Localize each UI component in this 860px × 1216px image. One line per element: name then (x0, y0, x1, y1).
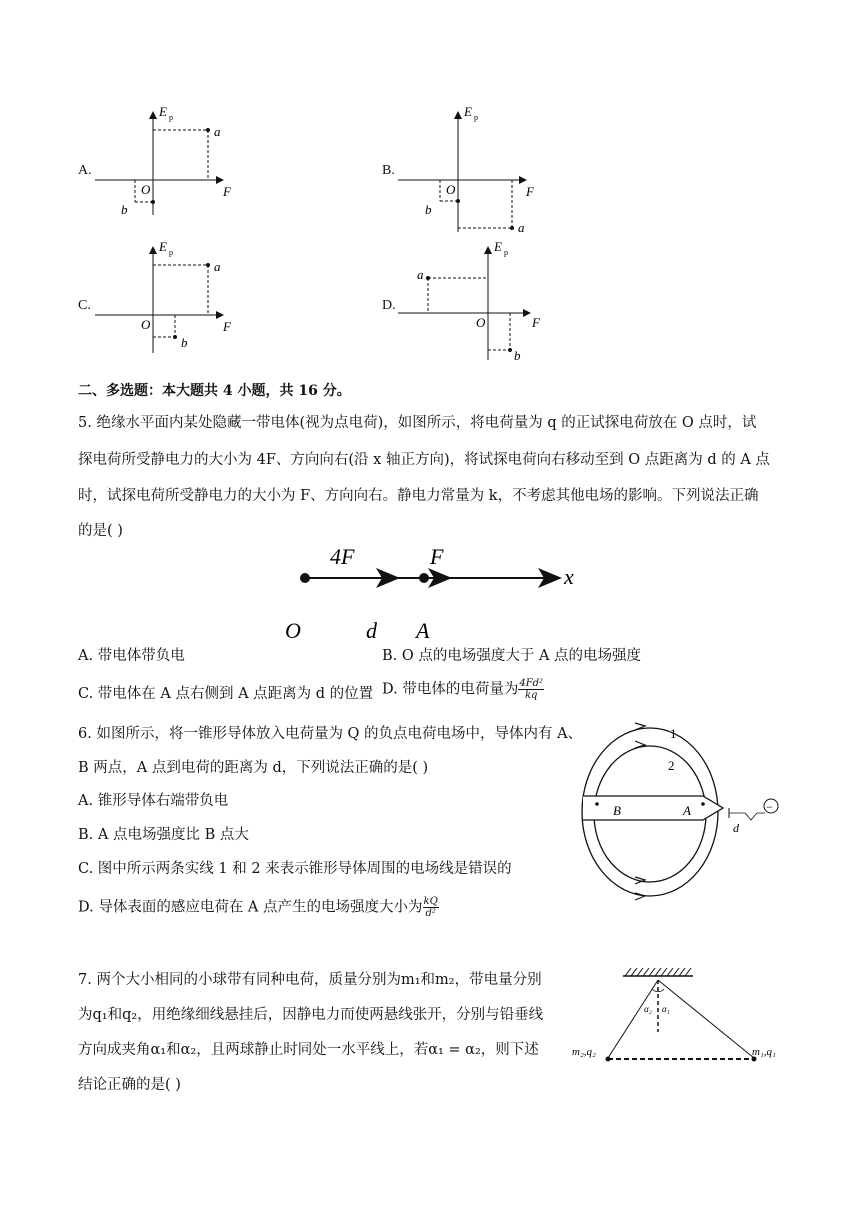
point-b-label: B (613, 803, 621, 818)
q6-text-line: 6. 如图所示，将一锥形导体放入电荷量为 Q 的负点电荷电场中，导体内有 A、 (78, 726, 583, 742)
point-b-label: b (514, 348, 521, 363)
force-o-label: 4F (330, 544, 355, 569)
option-label: A. (78, 163, 92, 178)
q5-option-c[interactable]: C. 带电体在 A 点右侧到 A 点距离为 d 的位置 (78, 686, 374, 702)
point-b-label: b (181, 335, 188, 350)
point-a-label: a (417, 267, 424, 282)
axis-y-label: E (159, 104, 167, 119)
axis-x-label: F (526, 184, 534, 199)
q7-figure (568, 962, 790, 1072)
axis-y-sub: p (169, 248, 173, 257)
field-line-1-label: 1 (670, 726, 677, 741)
angle-alpha2-label: α₂ (644, 1004, 652, 1014)
option-label: C. (78, 298, 91, 313)
q6-option-d[interactable] (78, 896, 439, 919)
fraction (423, 896, 439, 919)
origin-label: O (141, 182, 151, 197)
axis-x-label: x (564, 564, 574, 589)
axis-y-sub: p (474, 113, 478, 122)
fraction-denominator: kq (524, 690, 538, 701)
fraction-numerator: 4Fd² (519, 678, 544, 689)
q5-figure (280, 538, 600, 648)
q5-text-line: 的是( ) (78, 523, 123, 539)
distance-d-label: d (366, 618, 377, 643)
angle-alpha1-label: α₁ (662, 1004, 670, 1014)
point-a-label: a (214, 124, 221, 139)
q5-text-line: 时，试探电荷所受静电力的大小为 F、方向向右。静电力常量为 k，不考虑其他电场的影响。下列说法正确 (78, 488, 759, 504)
force-a-label: F (430, 544, 444, 569)
q6-figure (575, 722, 785, 912)
ep-f-graph (398, 235, 553, 365)
q7-text-line: 7. 两个大小相同的小球带有同种电荷，质量分别为m₁和m₂，带电量分别 (78, 972, 542, 988)
q5-text-line: 5. 绝缘水平面内某处隐藏一带电体(视为点电荷)，如图所示，将电荷量为 q 的正试探电荷放在 O 点时，试 (78, 415, 757, 431)
q7-text-line: 为q₁和q₂，用绝缘细线悬挂后，因静电力而使两悬线张开，分别与铅垂线 (78, 1007, 544, 1023)
q6-option-a[interactable]: A. 锥形导体右端带负电 (78, 793, 229, 809)
origin-label: O (446, 182, 456, 197)
option-label: B. (382, 163, 395, 178)
q6-text-line: B 两点，A 点到电荷的距离为 d，下列说法正确的是( ) (78, 760, 429, 776)
fraction-numerator: kQ (423, 896, 438, 907)
fraction-denominator: d² (425, 908, 436, 919)
axis-y-label: E (159, 239, 167, 254)
point-b-label: b (425, 202, 432, 217)
q7-text-line: 结论正确的是( ) (78, 1077, 181, 1093)
q6-option-b[interactable]: B. A 点电场强度比 B 点大 (78, 827, 249, 843)
q5-option-a[interactable]: A. 带电体带负电 (78, 648, 185, 664)
q6-option-d-text: D. 导体表面的感应电荷在 A 点产生的电场强度大小为 (78, 899, 423, 916)
axis-x-label: F (223, 184, 231, 199)
axis-y-label: E (494, 239, 502, 254)
point-b-label: b (121, 202, 128, 217)
fraction (518, 678, 544, 701)
origin-label: O (476, 315, 486, 330)
point-a-label: a (214, 259, 221, 274)
axis-y-label: E (464, 104, 472, 119)
q5-option-d[interactable] (382, 678, 544, 701)
distance-d-label: d (733, 821, 739, 835)
point-o-label: O (285, 618, 301, 643)
negative-charge-symbol: − (766, 800, 773, 814)
ep-f-graph (95, 235, 245, 355)
point-a-label: A (683, 803, 691, 818)
q6-option-c[interactable]: C. 图中所示两条实线 1 和 2 来表示锥形导体周围的电场线是错误的 (78, 861, 512, 877)
origin-label: O (141, 317, 151, 332)
axis-y-sub: p (169, 113, 173, 122)
q5-text-line: 探电荷所受静电力的大小为 4F、方向向右(沿 x 轴正方向)，将试探电荷向右移动至到 O 点距离为 d 的 A 点 (78, 452, 770, 468)
option-label: D. (382, 298, 396, 313)
axis-x-label: F (223, 319, 231, 334)
ep-f-graph (398, 100, 548, 240)
left-ball-label: m₂,q₂ (572, 1046, 596, 1058)
q5-option-d-text: D. 带电体的电荷量为 (382, 681, 519, 698)
point-a-label: a (518, 220, 525, 235)
point-a-label: A (416, 618, 430, 643)
ep-f-graph (95, 100, 245, 220)
axis-x-label: F (532, 315, 540, 330)
q5-option-b[interactable]: B. O 点的电场强度大于 A 点的电场强度 (382, 648, 642, 664)
section-title: 二、多选题：本大题共 4 小题，共 16 分。 (78, 383, 351, 399)
field-line-2-label: 2 (668, 758, 675, 773)
right-ball-label: m₁,q₁ (752, 1046, 776, 1058)
q7-text-line: 方向成夹角α₁和α₂，且两球静止时同处一水平线上，若α₁ = α₂，则下述 (78, 1042, 539, 1058)
axis-y-sub: p (504, 248, 508, 257)
